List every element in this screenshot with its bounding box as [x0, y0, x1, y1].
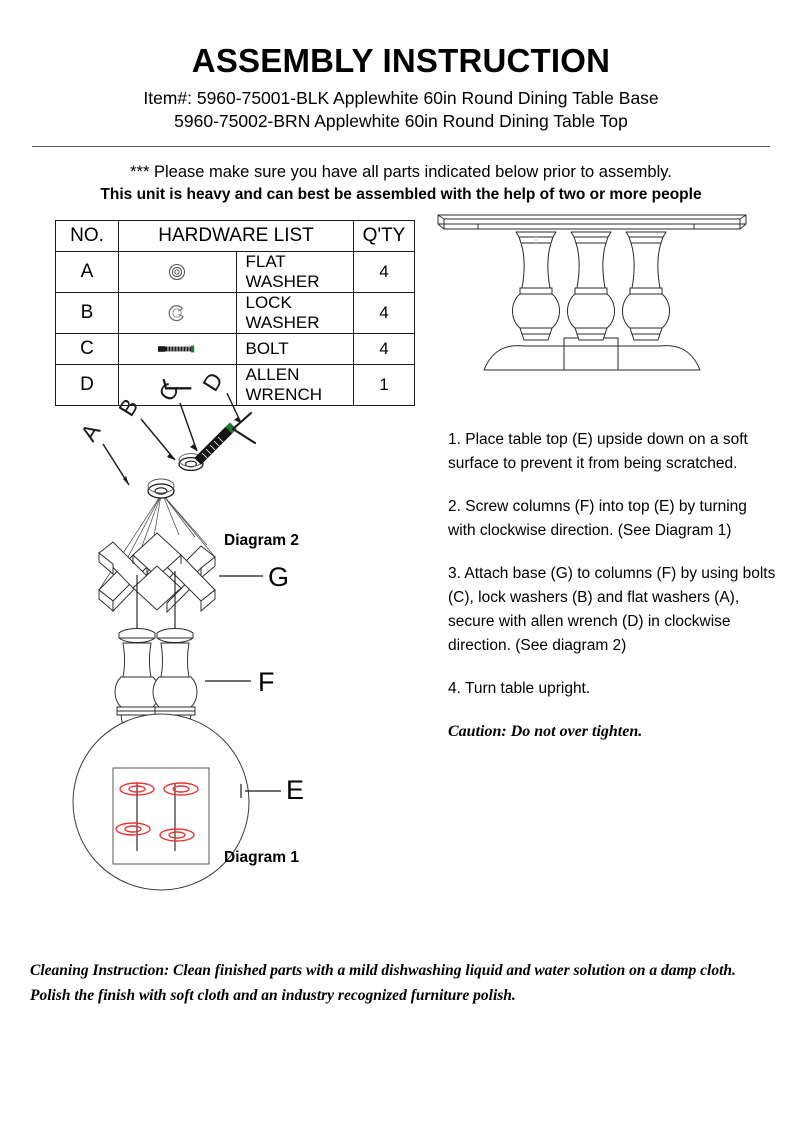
- step-4: 4. Turn table upright.: [448, 680, 591, 697]
- part-label-e: E: [286, 775, 305, 805]
- header-no: NO.: [56, 221, 119, 252]
- row-name-bolt: BOLT: [236, 334, 354, 365]
- row-letter-a: A: [56, 252, 119, 293]
- step-1: 1. Place table top (E) upside down on a soft surface to prevent it from being scratched.: [448, 431, 748, 472]
- caption-diagram-2: Diagram 2: [224, 532, 299, 549]
- heavy-unit-warning: This unit is heavy and can best be assembled with the help of two or more people: [100, 186, 702, 203]
- assembly-steps: [448, 428, 778, 744]
- header-qty: Q'TY: [354, 221, 415, 252]
- caption-diagram-1: Diagram 1: [224, 849, 299, 866]
- row-qty-flat-washer: 4: [354, 252, 415, 293]
- caution-note: Caution: Do not over tighten.: [448, 723, 643, 740]
- bolt-icon: [119, 334, 237, 365]
- row-qty-lock-washer: 4: [354, 293, 415, 334]
- table-row: [56, 293, 415, 334]
- exploded-allen-wrench: [233, 413, 255, 443]
- lock-washer-icon: [119, 293, 237, 334]
- callout-letter-d: D: [197, 367, 229, 396]
- header-divider: [32, 146, 770, 147]
- base-part-g: [99, 533, 215, 612]
- header-hardware-list: HARDWARE LIST: [119, 221, 354, 252]
- table-row: [56, 334, 415, 365]
- callout-letter-b: B: [113, 393, 144, 421]
- table-header-row: [56, 221, 415, 252]
- row-name-lock-washer: LOCK WASHER: [236, 293, 354, 334]
- page-title: ASSEMBLY INSTRUCTION: [191, 42, 611, 79]
- row-qty-allen-wrench: 1: [354, 365, 415, 406]
- step-2: 2. Screw columns (F) into top (E) by turning with clockwise direction. (See Diagram 1): [448, 498, 747, 539]
- table-row: [56, 252, 415, 293]
- cleaning-line-1: Cleaning Instruction: Clean finished parts with a mild dishwashing liquid and water solution on a damp cloth.: [30, 962, 736, 979]
- item-number-line-2: 5960-75002-BRN Applewhite 60in Round Dining Table Top: [174, 111, 628, 131]
- finished-table-illustration: [432, 210, 752, 378]
- row-letter-d: D: [56, 365, 119, 406]
- row-letter-b: B: [56, 293, 119, 334]
- flat-washer-icon: [119, 252, 237, 293]
- callout-letter-a: A: [75, 418, 106, 446]
- step-3: 3. Attach base (G) to columns (F) by using bolts (C), lock washers (B) and flat washers (A), secure with allen wrench (D) in clockwise direction. (See diagram 2): [448, 565, 776, 654]
- parts-check-warning: *** Please make sure you have all parts indicated below prior to assembly.: [130, 163, 672, 181]
- row-name-flat-washer: FLAT WASHER: [236, 252, 354, 293]
- part-label-f: F: [258, 667, 275, 697]
- row-qty-bolt: 4: [354, 334, 415, 365]
- cleaning-line-2: Polish the finish with soft cloth and an industry recognized furniture polish.: [30, 987, 516, 1004]
- exploded-flat-washer: [148, 479, 174, 498]
- row-name-allen-wrench: ALLEN WRENCH: [236, 365, 354, 406]
- callout-letter-c: C: [153, 377, 185, 406]
- row-letter-c: C: [56, 334, 119, 365]
- item-number-line-1: Item#: 5960-75001-BLK Applewhite 60in Round Dining Table Base: [143, 88, 659, 108]
- exploded-bolt: [195, 423, 236, 464]
- part-label-g: G: [268, 562, 290, 592]
- hardware-list-table: [55, 220, 415, 406]
- cleaning-instruction: [30, 958, 780, 1008]
